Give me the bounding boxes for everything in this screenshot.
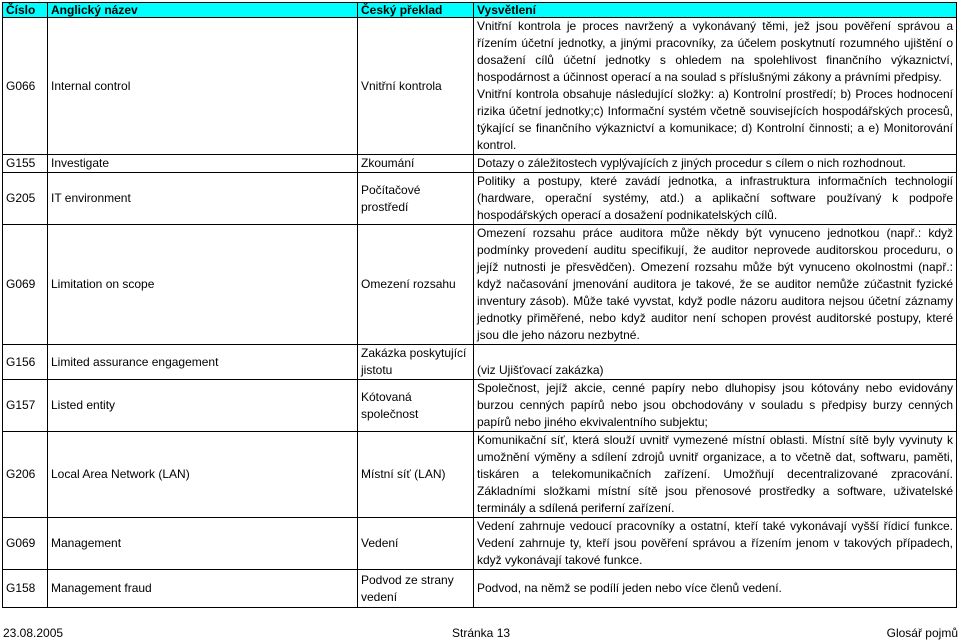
page-footer — [0, 626, 960, 643]
term-id: G069 — [3, 518, 48, 570]
header-id: Číslo — [3, 3, 48, 18]
term-id: G156 — [3, 345, 48, 380]
term-czech: Zakázka poskytující jistotu — [358, 345, 474, 380]
term-english: Limitation on scope — [48, 225, 358, 345]
term-id: G155 — [3, 155, 48, 173]
table-header — [3, 3, 957, 18]
term-czech: Místní síť (LAN) — [358, 432, 474, 518]
term-definition: Vedení zahrnuje vedoucí pracovníky a ostatní, kteří také vykonávají vyšší řídicí funkce. Vedení zahrnuje ty, kteří jsou pověření správou a řízením jenom v takových případech, když vykonávají takové funkce. — [474, 518, 957, 570]
term-english: Listed entity — [48, 380, 358, 432]
term-id: G158 — [3, 570, 48, 608]
term-english: IT environment — [48, 173, 358, 225]
table-row — [3, 345, 957, 380]
table-row — [3, 155, 957, 173]
term-english: Limited assurance engagement — [48, 345, 358, 380]
term-czech: Podvod ze strany vedení — [358, 570, 474, 608]
term-definition — [474, 18, 957, 155]
table-row — [3, 380, 957, 432]
term-id: G066 — [3, 18, 48, 155]
term-english: Internal control — [48, 18, 358, 155]
footer-document-title: Glosář pojmů — [886, 626, 958, 640]
header-czech: Český překlad — [358, 3, 474, 18]
definition-paragraph: Vnitřní kontrola je proces navržený a vykonávaný těmi, jež jsou pověření správou a řízením účetní jednotky, a jinými pracovníky, za účelem poskytnutí rozumného ujištění o dosažení cílů účetní jednotky s ohledem na spolehlivost finančního výkaznictví, hospodárnost a účinnost operací a na soulad s příslušnými zákony a právními předpisy. — [477, 19, 953, 84]
term-id: G069 — [3, 225, 48, 345]
footer-page-number: Stránka 13 — [452, 626, 511, 640]
term-english: Management fraud — [48, 570, 358, 608]
term-english: Investigate — [48, 155, 358, 173]
term-definition: Podvod, na němž se podílí jeden nebo více členů vedení. — [474, 570, 957, 608]
term-czech: Omezení rozsahu — [358, 225, 474, 345]
term-definition: Dotazy o záležitostech vyplývajících z jiných procedur s cílem o nich rozhodnout. — [474, 155, 957, 173]
term-czech: Kótovaná společnost — [358, 380, 474, 432]
term-czech: Počítačové prostředí — [358, 173, 474, 225]
term-definition: (viz Ujišťovací zakázka) — [474, 345, 957, 380]
table-row — [3, 225, 957, 345]
term-definition: Politiky a postupy, které zavádí jednotka, a infrastruktura informačních technologií (hardware, operační systémy, atd.) a aplikační software používaný k podpoře hospodářských operací a dosažení podnikatelských cílů. — [474, 173, 957, 225]
term-definition: Komunikační síť, která slouží uvnitř vymezené místní oblasti. Místní sítě byly vyvinuty k umožnění výměny a sdílení zdrojů uvnitř organizace, a to včetně dat, softwaru, paměti, tiskáren a telekomunikačních zařízení. Umožňují decentralizované zpracování. Základními složkami místní sítě jsou přenosové prostředky a software, uživatelské terminály a sdílená periferní zařízení. — [474, 432, 957, 518]
term-english: Management — [48, 518, 358, 570]
term-czech: Vnitřní kontrola — [358, 18, 474, 155]
glossary-table — [2, 2, 957, 608]
table-row — [3, 432, 957, 518]
table-row — [3, 570, 957, 608]
term-english: Local Area Network (LAN) — [48, 432, 358, 518]
term-id: G157 — [3, 380, 48, 432]
definition-paragraph: Vnitřní kontrola obsahuje následující složky: a) Kontrolní prostředí; b) Proces hodnocení rizika účetní jednotky;c) Informační systém včetně souvisejících hospodářských procesů, týkající se finančního výkaznictví a komunikace; d) Kontrolní činnosti; a e) Monitorování kontrol. — [477, 87, 953, 152]
term-id: G205 — [3, 173, 48, 225]
header-english: Anglický název — [48, 3, 358, 18]
term-czech: Vedení — [358, 518, 474, 570]
term-definition: Společnost, jejíž akcie, cenné papíry nebo dluhopisy jsou kótovány nebo evidovány burzou cenných papírů nebo jsou obchodovány v souladu s předpisy burzy cenných papírů nebo jiného ekvivalentního subjektu; — [474, 380, 957, 432]
header-explanation: Vysvětlení — [474, 3, 957, 18]
term-czech: Zkoumání — [358, 155, 474, 173]
term-id: G206 — [3, 432, 48, 518]
term-definition: Omezení rozsahu práce auditora může někdy být vynuceno jednotkou (např.: když podmínky provedení auditu specifikují, že auditor neprovede auditorskou proceduru, o jejíž nutnosti je přesvědčen). Omezení rozsahu může být vynuceno okolnostmi (např.: když načasování jmenování auditora je takové, že se auditor nemůže zúčastnit fyzické inventury zásob). Může také vyvstat, když podle názoru auditora nejsou účetní záznamy jednotky přiměřené, nebo když auditor není schopen provést auditorské postupy, které jsou dle jeho názoru nezbytné. — [474, 225, 957, 345]
header-row — [3, 3, 957, 18]
table-row — [3, 18, 957, 155]
footer-date: 23.08.2005 — [3, 626, 64, 640]
table-row — [3, 518, 957, 570]
table-row — [3, 173, 957, 225]
